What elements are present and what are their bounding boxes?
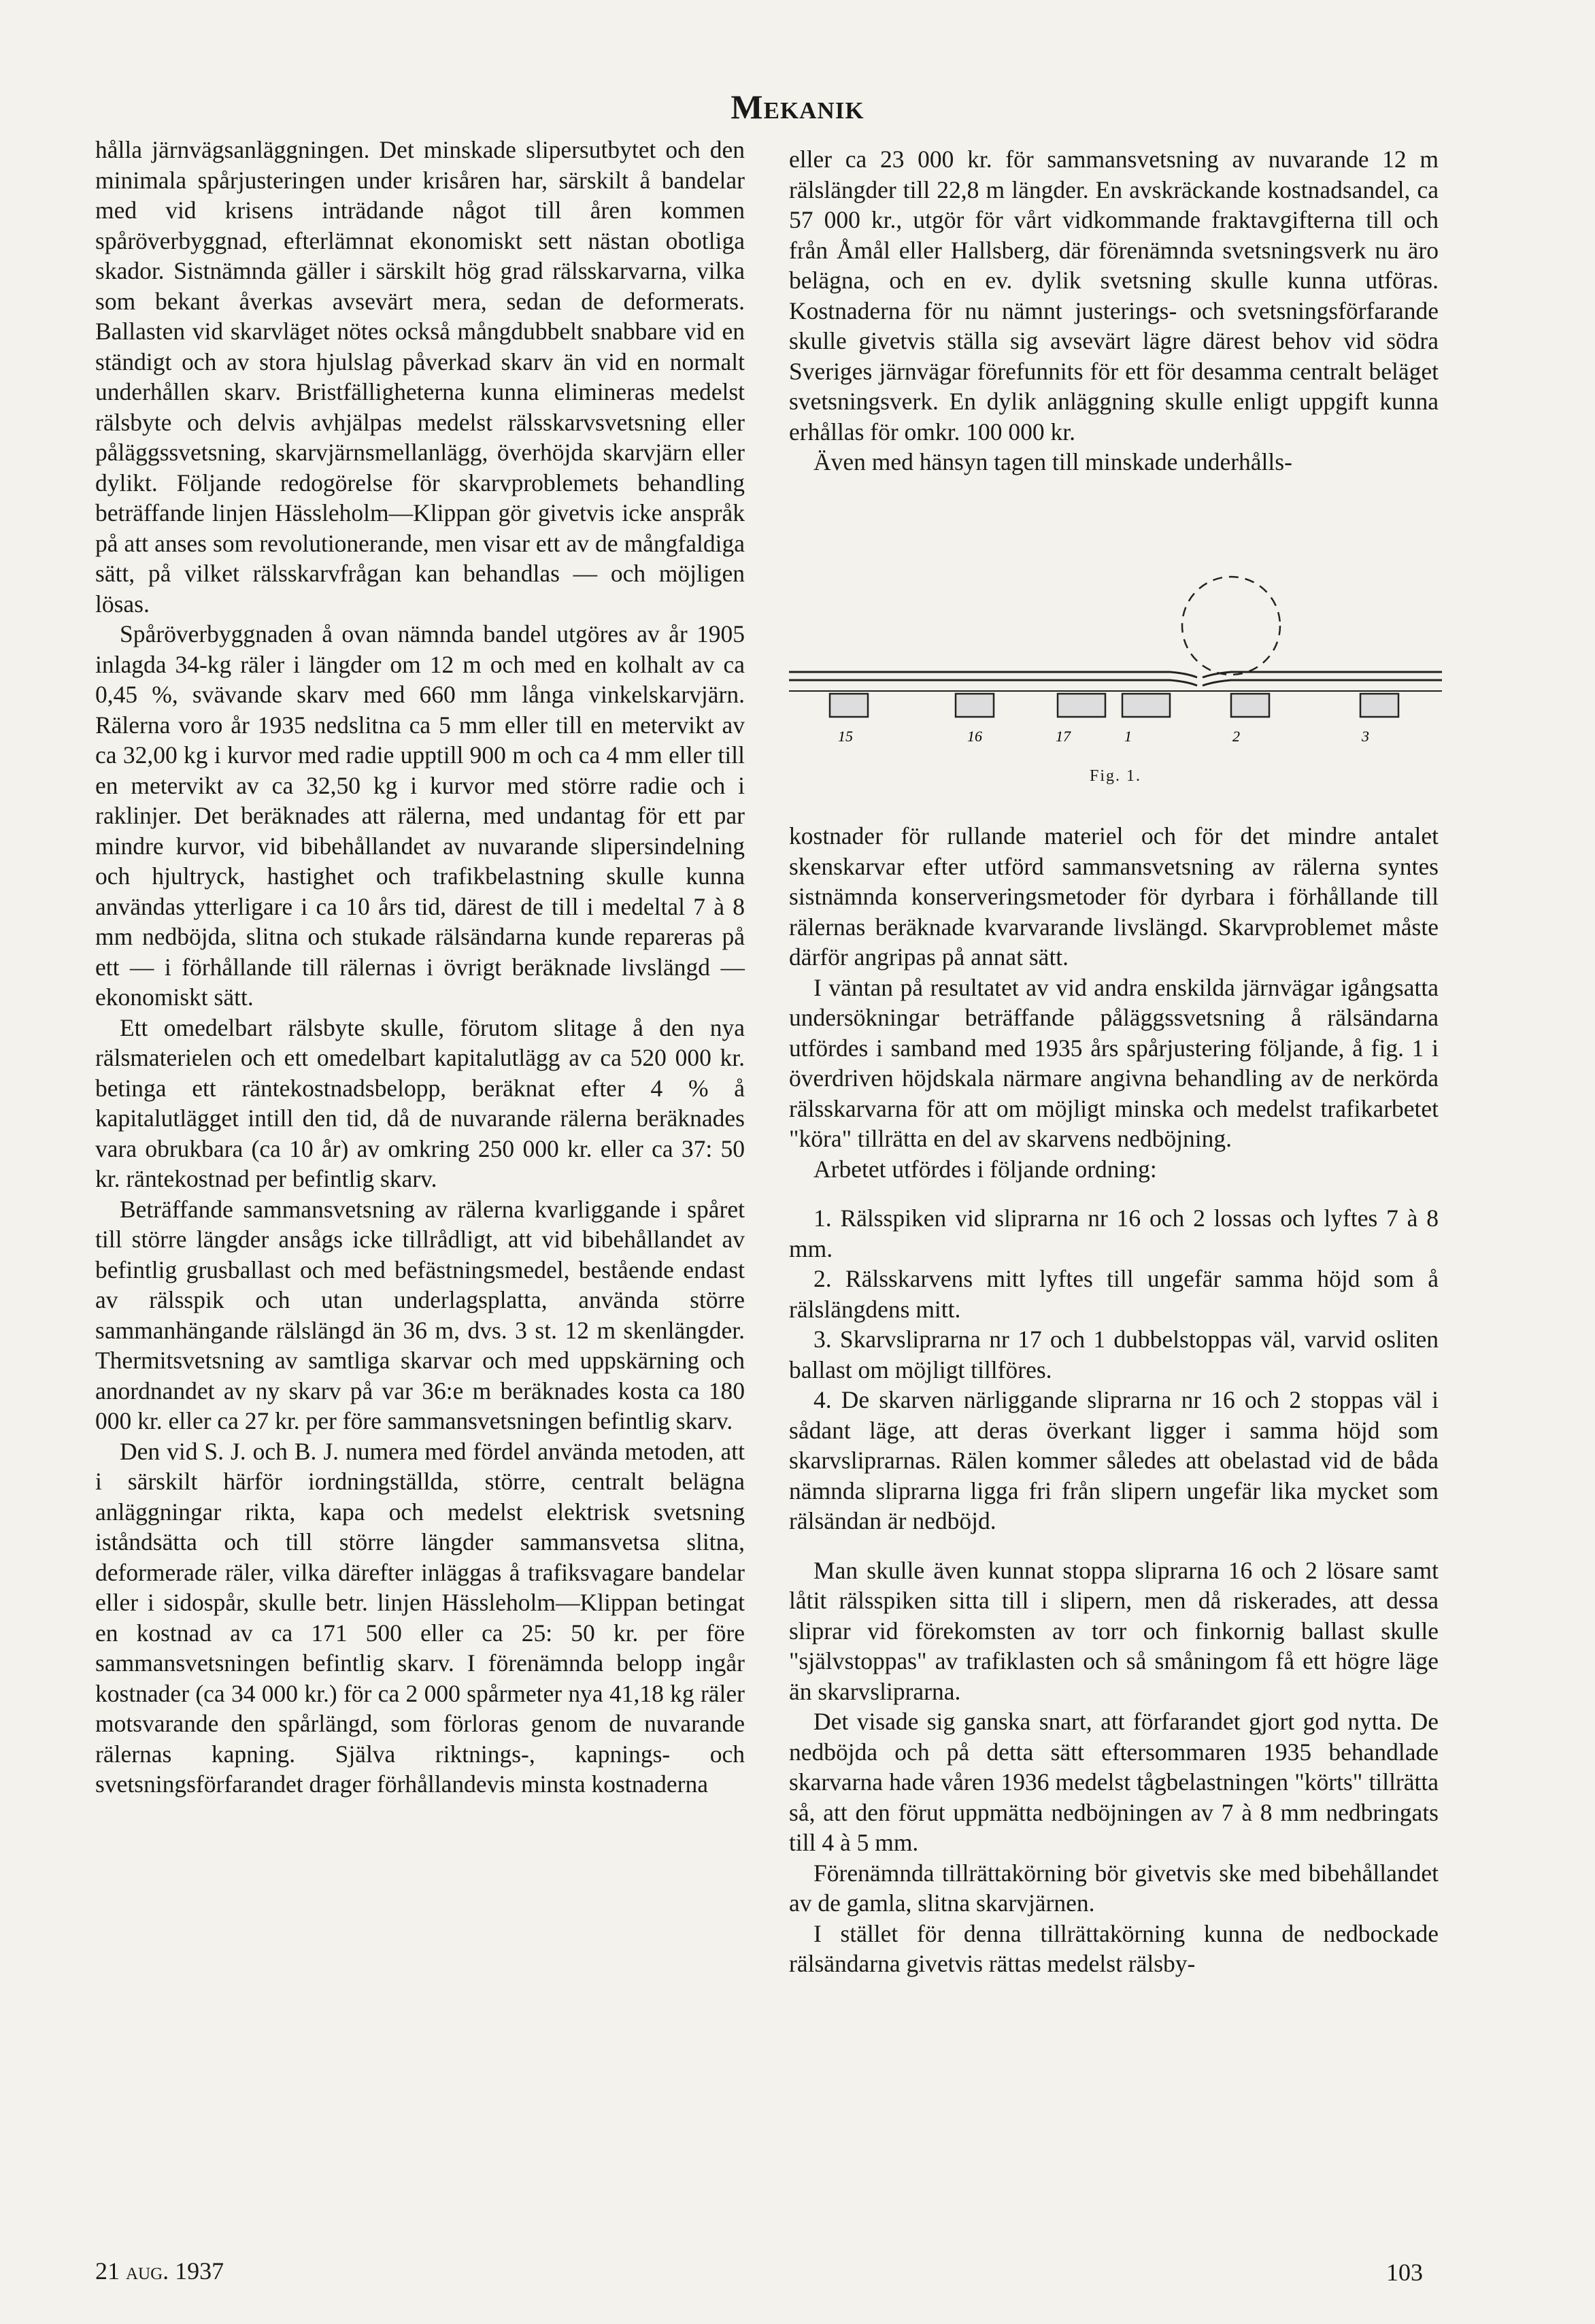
wheel-outline <box>1182 577 1280 675</box>
rail-joint-svg <box>789 558 1442 762</box>
sleeper-2 <box>1231 694 1269 717</box>
sleeper-16 <box>956 694 994 717</box>
paragraph: Arbetet utfördes i följande ordning: <box>813 1155 1157 1183</box>
sleeper-15 <box>830 694 868 717</box>
sleeper-label-17: 17 <box>1056 728 1071 745</box>
figure-caption: Fig. 1. <box>1089 767 1141 785</box>
issue-date <box>95 2257 224 2285</box>
paragraph: I stället för denna tillrättakörning kunna de nedbockade rälsändarna givetvis rättas medelst rälsby- <box>789 1919 1439 1977</box>
paragraph: hålla järnvägsanläggningen. Det minskade slipersutbytet och den minimala spårjusteringen under krisåren har, särskilt å bandelar med vid krisens inträdande något till åren kommen spåröverbyggnad, efterlämnat ekonomiskt sett nästan obotliga skador. Sistnämnda gäller i särskilt hög grad rälsskarvarna, vilka som bekant åverkas avsevärt mera, sedan de deformerats. Ballasten vid skarvläget nötes också mångdubbelt snabbare vid en ständigt och av stora hjulslag påverkad skarv än vid en normalt underhållen skarv. Bristfälligheterna kunna elimineras medelst rälsbyte och delvis avhjälpas medelst rälsskarvsvetsning eller påläggssvetsning, skarvjärnsmellanlägg, överhöjda skarvjärn eller dylikt. Följande redogörelse för skarvproblemets behandling beträffande linjen Hässleholm—Klippan gör givetvis icke anspråk på att anses som revolutionerande, men visar ett av de mångfaldiga sätt, på vilket rälsskarvfrågan kan behandlas — och möjligen lösas. <box>95 136 745 618</box>
issue-date-year: 1937 <box>175 2257 224 2285</box>
right-column-bottom <box>789 821 1439 1979</box>
step-item: 2. Rälsskarvens mitt lyftes till ungefär samma höjd som å rälslängdens mitt. <box>789 1265 1439 1323</box>
right-column-top <box>789 144 1439 477</box>
paragraph: eller ca 23 000 kr. för sammansvetsning av nuvarande 12 m rälslängder till 22,8 m längder. En avskräckande kostnadsandel, ca 57 000 kr., utgör för vårt vidkommande fraktavgifterna till och från Åmål eller Hallsberg, där förenämnda svetsningsverk nu äro belägna, och en ev. dylik svetsning skulle kunna utföras. Kostnaderna för nu nämnt justerings- och svetsningsförfarande skulle givetvis ställa sig avsevärt lägre därest behov vid södra Sveriges järnvägar förefunnits för ett för desamma centralt beläget svetsningsverk. En dylik anläggning skulle enligt uppgift kunna erhållas för omkr. 100 000 kr. <box>789 146 1439 445</box>
paragraph: Det visade sig ganska snart, att förfarandet gjort god nytta. De nedböjda och på detta sätt eftersommaren 1935 behandlade skarvarna hade våren 1936 medelst tågbelastningen "körts" tillrätta så, att den förut uppmätta nedböjningen av 7 à 8 mm nedbringats till 4 à 5 mm. <box>789 1708 1439 1856</box>
rail-left-lower <box>789 680 1197 686</box>
sleeper-label-16: 16 <box>967 728 982 745</box>
sleeper-label-2: 2 <box>1232 728 1240 745</box>
rail-left <box>789 672 1197 677</box>
paragraph: kostnader för rullande materiel och för det mindre antalet skenskarvar efter utförd sammansvetsning av rälerna syntes sistnämnda konserveringsmetoder för dyrbara i förhållande till rälernas beräknade kvarvarande livslängd. Skarvproblemet måste därför angripas på annat sätt. <box>789 822 1439 971</box>
rail-right-lower <box>1203 680 1442 686</box>
paragraph: Förenämnda tillrättakörning bör givetvis ske med bibehållandet av de gamla, slitna skarvjärnen. <box>789 1859 1439 1917</box>
issue-date-day: 21 <box>95 2257 120 2285</box>
sleeper-label-1: 1 <box>1124 728 1132 745</box>
left-column <box>95 135 745 1800</box>
paragraph: Ett omedelbart rälsbyte skulle, förutom slitage å den nya rälsmaterielen och ett omedelbart kapitalutlägg av ca 520 000 kr. betinga ett räntekostnadsbelopp, beräknat efter 4 % å kapitalutlägget intill den tid, då de nuvarande rälerna beräknades vara obrukbara (ca 10 år) av omkring 250 000 kr. eller ca 37: 50 kr. räntekostnad per befintlig skarv. <box>95 1013 745 1192</box>
step-item: 1. Rälsspiken vid sliprarna nr 16 och 2 lossas och lyftes 7 à 8 mm. <box>789 1205 1439 1262</box>
sleepers <box>830 694 1398 717</box>
step-item: 4. De skarven närliggande sliprarna nr 16 och 2 stoppas väl i sådant läge, att deras överkant ligger i samma höjd som skarvsliprarnas. Rälen kommer således att obelastad vid de båda nämnda sliprarna ligga fri från slipern ungefär lika mycket som rälsändan är nedböjd. <box>789 1386 1439 1534</box>
sleeper-3 <box>1360 694 1398 717</box>
sleeper-1 <box>1122 694 1170 717</box>
page-header-title: Mekanik <box>731 88 864 126</box>
paragraph: I väntan på resultatet av vid andra enskilda järnvägar igångsatta undersökningar beträffande påläggssvetsning å rälsändarna utfördes i samband med 1935 års spårjustering följande, å fig. 1 i överdriven höjdskala närmare angivna behandling av de nerkörda rälsskarvarna för att om möjligt minska och medelst trafikarbetet "köra" tillrätta en del av skarvens nedböjning. <box>789 973 1439 1152</box>
sleeper-label-3: 3 <box>1362 728 1369 745</box>
step-item: 3. Skarvsliprarna nr 17 och 1 dubbelstoppas väl, varvid osliten ballast om möjligt tillföres. <box>789 1326 1439 1383</box>
paragraph: Beträffande sammansvetsning av rälerna kvarliggande i spåret till större längder ansågs icke tillrådligt, att vid bibehållandet av befintlig grusballast och med befästningsmedel, bestående endast av rälsspik och utan underlagsplatta, använda större sammanhängande rälslängd än 36 m, dvs. 3 st. 12 m skenlängder. Thermitsvetsning av samtliga skarvar och med uppskärning och anordnandet av ny skarv på var 36:e m beräknades kosta ca 180 000 kr. eller ca 27 kr. per före sammansvetsningen befintlig skarv. <box>95 1195 745 1434</box>
sleeper-17 <box>1058 694 1105 717</box>
sleeper-label-15: 15 <box>838 728 853 745</box>
paragraph: Spåröverbyggnaden å ovan nämnda bandel utgöres av år 1905 inlagda 34-kg räler i längder om 12 m och med en kolhalt av ca 0,45 %, svävande skarv med 660 mm långa vinkelskarvjärn. Rälerna voro år 1935 nedslitna ca 5 mm eller till en metervikt av ca 32,00 kg i kurvor med radie upptill 900 m och ca 4 mm eller till en metervikt av ca 32,50 kg i kurvor med större radie och i raklinjer. Det beräknades att rälerna, med undantag för ett par mindre kurvor, vid bibehållandet av nuvarande slipersindelning och hjultryck, hastighet och trafikbelastning skulle kunna användas ytterligare i ca 10 års tid, därest de till i medeltal 7 à 8 mm nedböjda, slitna och stukade rälsändarna kunde repareras på ett — i förhållande till rälernas i övrigt beräknade livslängd — ekonomiskt sätt. <box>95 620 745 1011</box>
paragraph: Även med hänsyn tagen till minskade underhålls- <box>813 448 1292 475</box>
paragraph: Man skulle även kunnat stoppa sliprarna 16 och 2 lösare samt låtit rälsspiken sitta till i slipern, men då riskerades, att dessa sliprar vid förekomsten av torr och finkornig ballast skulle "självstoppas" av trafiklasten och så småningom få ett högre läge än skarvsliprarna. <box>789 1556 1439 1705</box>
page-number: 103 <box>1386 2259 1423 2286</box>
issue-date-month: aug. <box>126 2257 169 2285</box>
paragraph: Den vid S. J. och B. J. numera med fördel använda metoden, att i särskilt härför iordningställda, större, centralt belägna anläggningar rikta, kapa och medelst elektrisk svetsning iståndsätta och till större längder sammansvetsa slitna, deformerade räler, vilka därefter inläggas å trafiksvagare bandelar eller i sidospår, skulle betr. linjen Hässleholm—Klippan betingat en kostnad av ca 171 500 eller ca 25: 50 kr. per före sammansvetsningen befintlig skarv. I förenämnda belopp ingår kostnader (ca 34 000 kr.) för ca 2 000 spårmeter nya 41,18 kg räler motsvarande den spårlängd, som förloras genom de nuvarande rälernas kapning. Själva riktnings-, kapnings- och svetsningsförfarandet drager förhållandevis minsta kostnaderna <box>95 1437 745 1798</box>
figure-1-rail-joint-diagram <box>789 558 1442 803</box>
